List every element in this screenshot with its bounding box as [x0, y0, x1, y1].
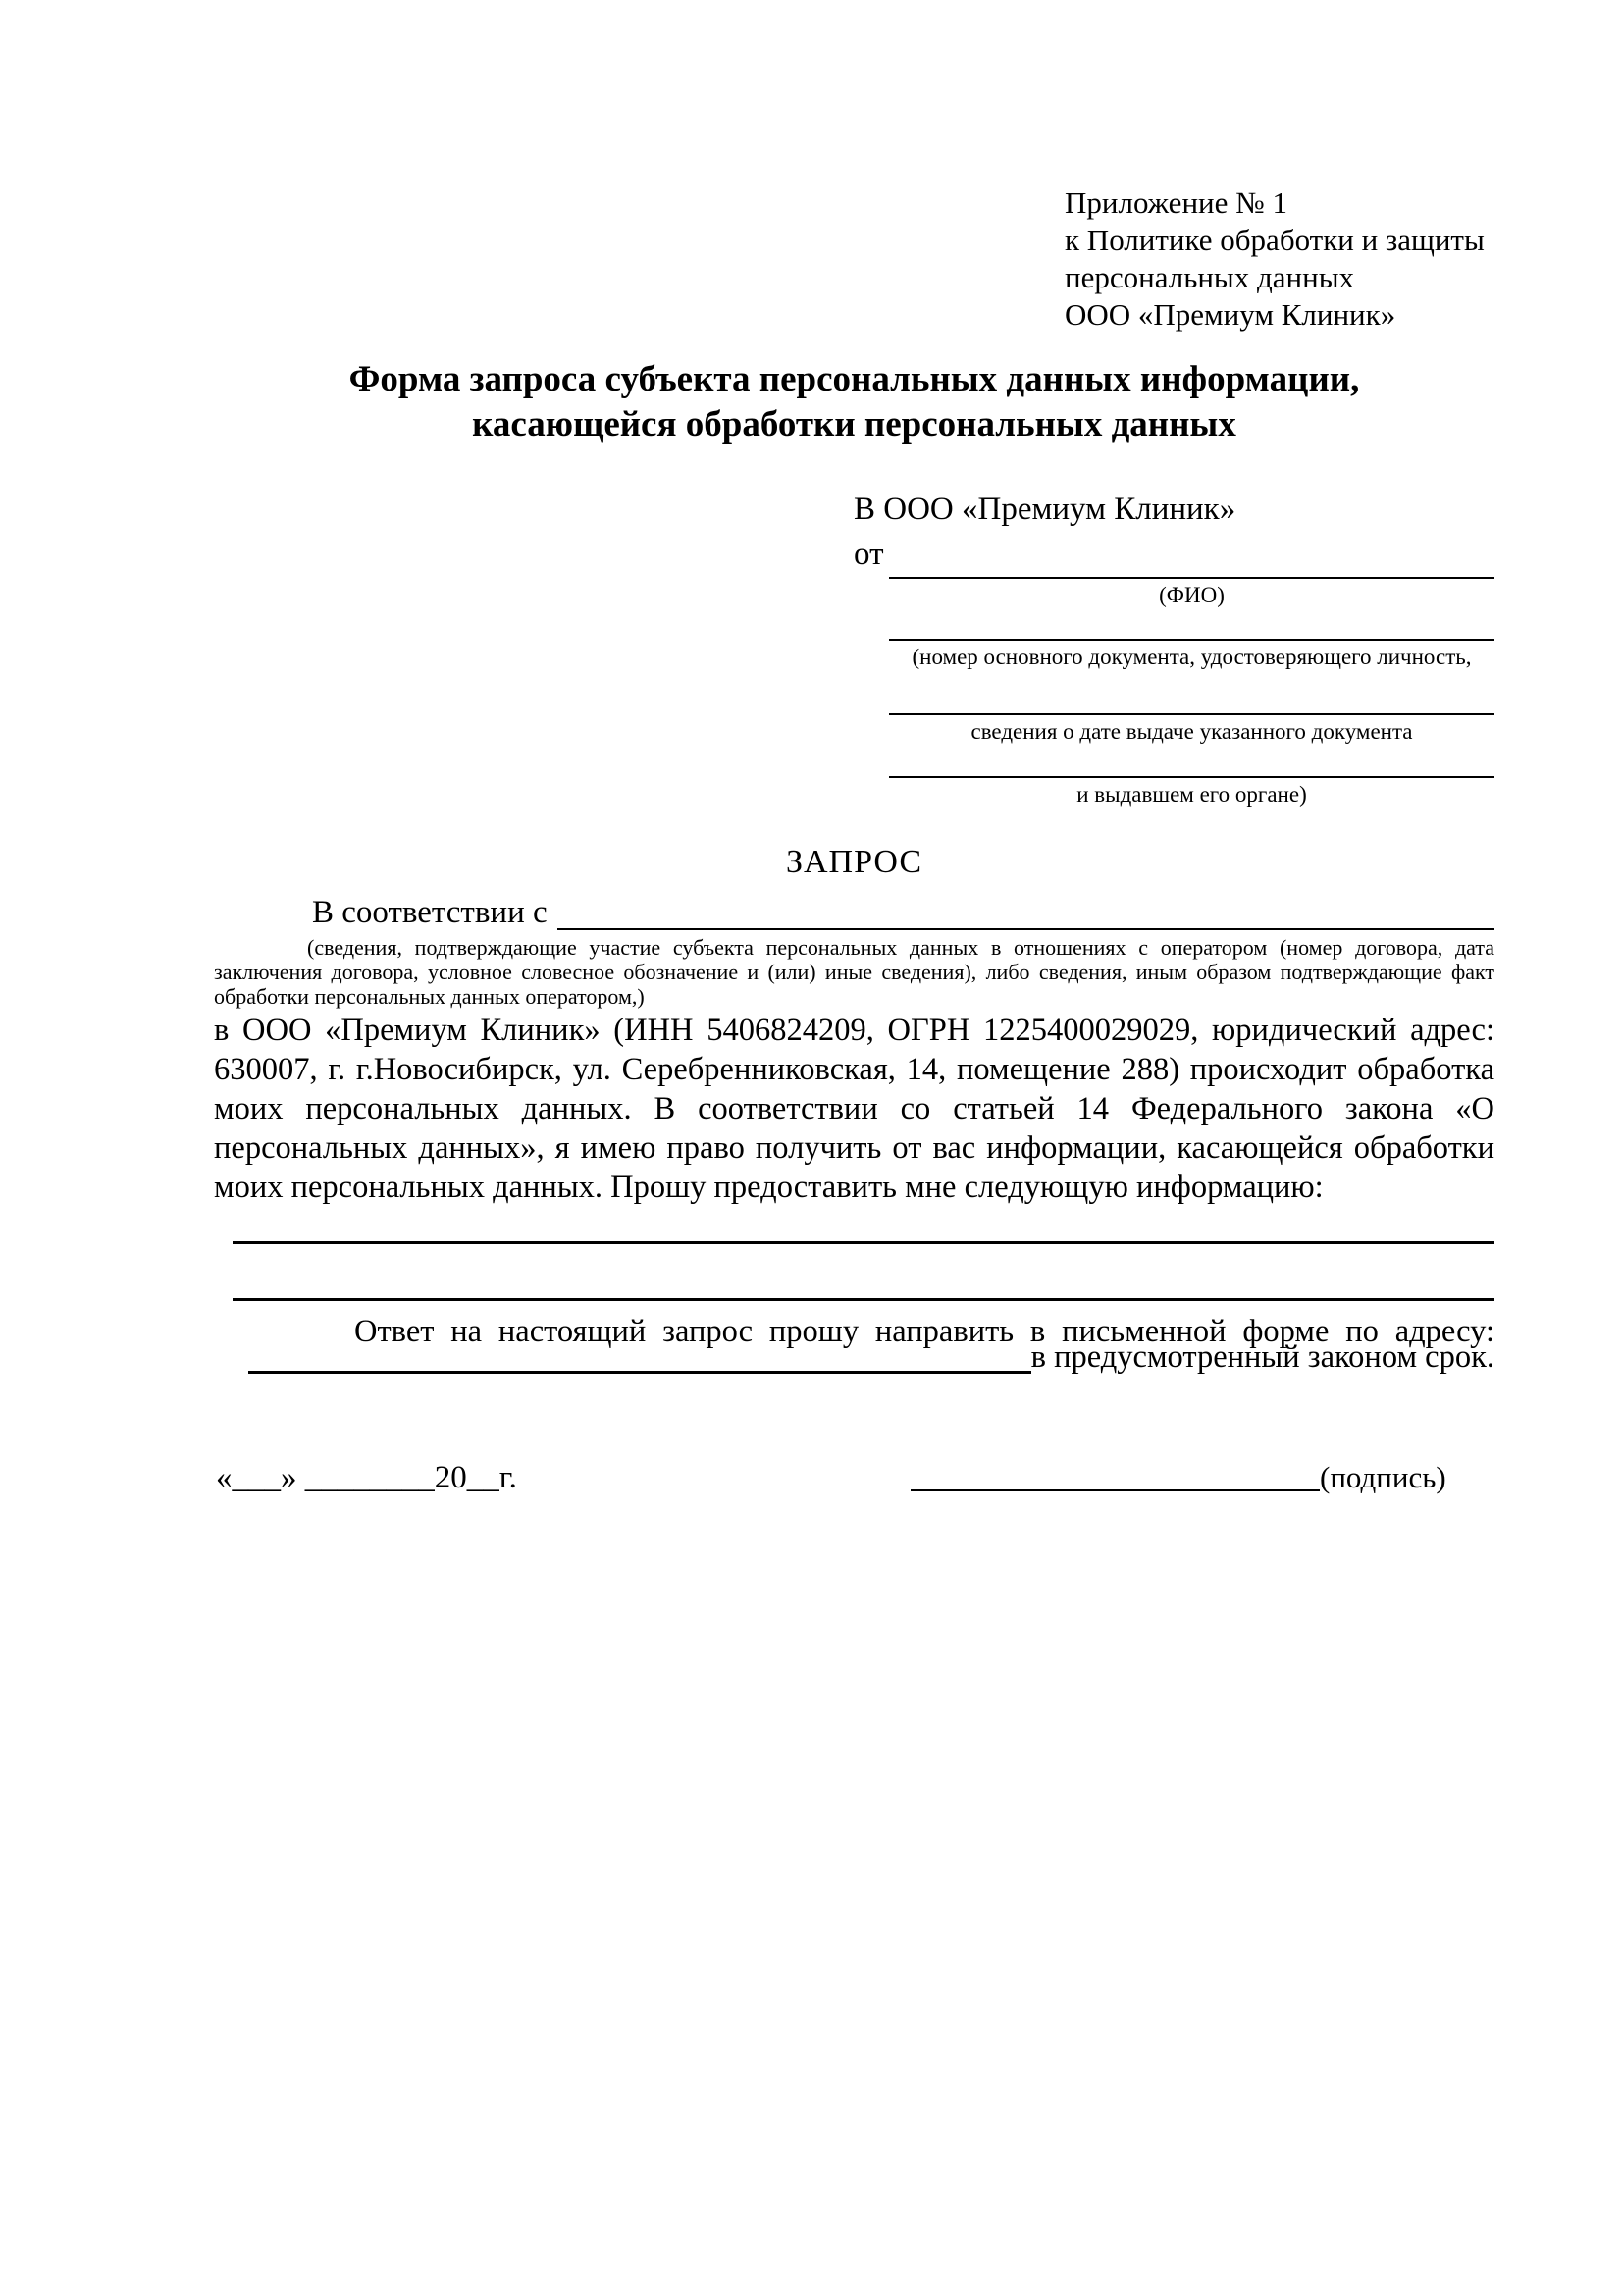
doc-date-caption: сведения о дате выдаче указанного документа	[970, 719, 1413, 744]
info-field-line-1[interactable]	[233, 1241, 1494, 1244]
info-field-line-2[interactable]	[233, 1298, 1494, 1301]
recipient-org: В ООО «Премиум Клиник»	[854, 492, 1236, 527]
appendix-block	[1065, 184, 1485, 334]
doc-number-field-line[interactable]	[889, 639, 1494, 641]
recipient-from-label: от	[854, 537, 884, 572]
fio-field-line[interactable]	[889, 577, 1494, 579]
accordance-row	[214, 891, 1494, 932]
accordance-prefix: В соответствии с	[312, 895, 548, 930]
title-line-2: касающейся обработки персональных данных	[472, 404, 1236, 444]
reply-address-field-line[interactable]	[248, 1371, 1031, 1374]
request-body-text: в ООО «Премиум Клиник» (ИНН 5406824209, ОГРН 1225400029029, юридический адрес: 630007, г. г.Новосибирск, ул. Серебренниковская, 14, помещение 288) происходит обработка моих персональных данных. В соответствии со статьей 14 Федерального закона «О персональных данных», я имею право получить от вас информации, касающейся обработки моих персональных данных. Прошу предоставить мне следующую информацию:	[214, 1013, 1494, 1205]
signature-field-line[interactable]	[911, 1489, 1320, 1491]
appendix-line-3: персональных данных	[1065, 260, 1355, 294]
appendix-line-2: к Политике обработки и защиты	[1065, 223, 1485, 257]
doc-issuer-field-line[interactable]	[889, 776, 1494, 778]
accordance-field-line[interactable]	[557, 928, 1494, 930]
doc-issuer-caption: и выдавшем его органе)	[1076, 782, 1307, 807]
footnote-text: (сведения, подтверждающие участие субъекта персональных данных в отношениях с оператором (номер договора, дата заключения договора, условное словесное обозначение и (или) иные сведения), либо сведения, иным образом подтверждающие факт обработки персональных данных оператором,)	[214, 935, 1494, 1009]
recipient-block	[854, 487, 1235, 577]
reply-line-1: Ответ на настоящий запрос прошу направить в письменной форме по адресу:	[354, 1314, 1494, 1349]
signature-caption: (подпись)	[1320, 1460, 1446, 1494]
request-heading: ЗАПРОС	[785, 844, 923, 880]
date-field[interactable]: «___» ________20__г.	[216, 1460, 517, 1495]
doc-date-field-line[interactable]	[889, 713, 1494, 715]
appendix-line-4: ООО «Премиум Клиник»	[1065, 297, 1396, 332]
fio-caption: (ФИО)	[1159, 583, 1225, 607]
title-line-1: Форма запроса субъекта персональных данных информации,	[348, 359, 1360, 399]
document-title	[214, 357, 1494, 447]
reply-row	[248, 1336, 1494, 1376]
reply-line-2-suffix: в предусмотренный законом срок.	[1030, 1339, 1494, 1375]
doc-number-caption: (номер основного документа, удостоверяющего личность,	[912, 645, 1472, 669]
appendix-line-1: Приложение № 1	[1065, 185, 1287, 220]
